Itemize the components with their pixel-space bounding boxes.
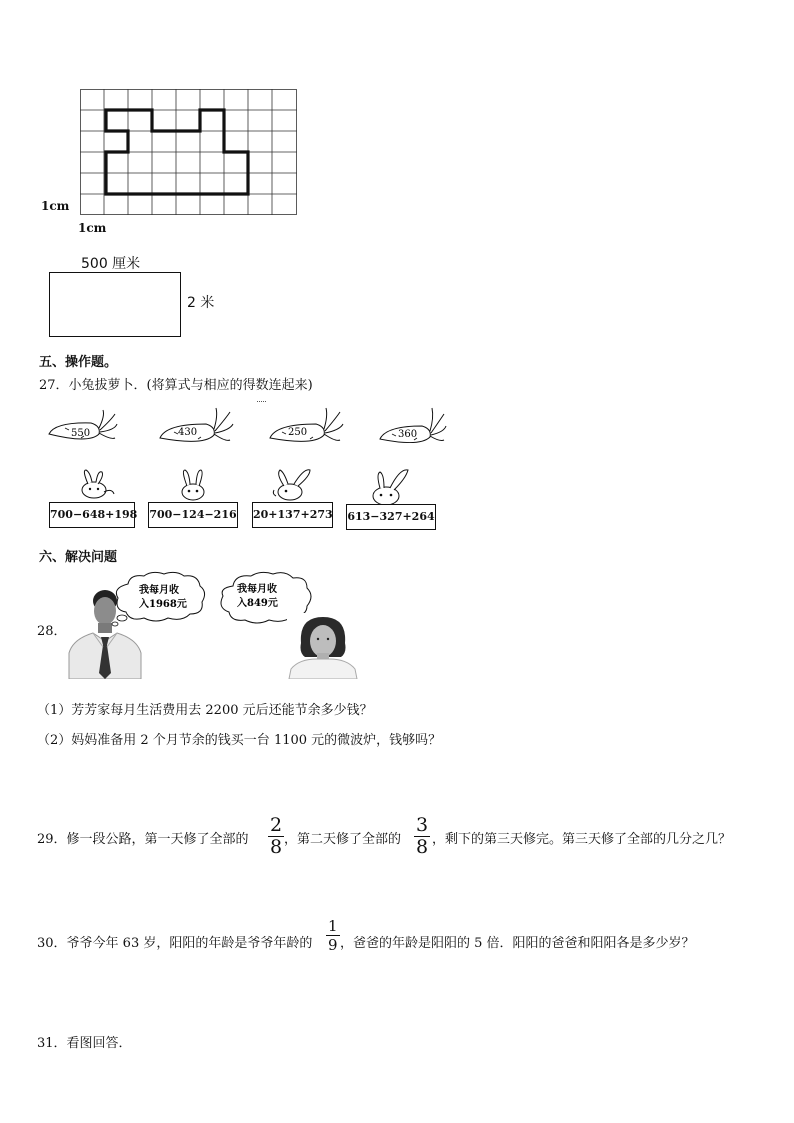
rect-top-label: 500 厘米	[81, 256, 141, 272]
carrot-2-label: 430	[178, 427, 198, 438]
expression-box-4: 613−327+264	[346, 504, 436, 530]
woman-bubble-line-2: 入849元	[237, 598, 278, 609]
grid-unit-bottom: 1cm	[78, 221, 107, 235]
q31-text: 31．看图回答．	[37, 1036, 132, 1051]
expression-box-1: 700−648+198	[49, 502, 135, 528]
q29-frac2-den: 8	[416, 836, 429, 858]
rect-right-label: 2 米	[187, 295, 215, 311]
rabbit-icon	[366, 468, 412, 506]
rectangle-shape	[49, 272, 181, 337]
carrot-2	[156, 406, 236, 446]
q29-text-3: ，剩下的第三天修完。第三天修了全部的几分之几？	[432, 832, 732, 847]
carrot-4	[376, 406, 448, 446]
grid-figure	[80, 89, 298, 217]
q29-fraction-1	[268, 816, 284, 857]
q28-sub-1: （1）芳芳家每月生活费用去 2200 元后还能节余多少钱？	[37, 703, 373, 718]
q30-fraction	[326, 918, 340, 953]
q29-frac2-num: 3	[416, 814, 429, 836]
q29-text-2: ，第二天修了全部的	[284, 832, 402, 847]
man-bubble-line-1: 我每月收	[139, 585, 179, 596]
carrot-1-label: 550	[71, 428, 91, 439]
man-bubble-line-2: 入1968元	[139, 599, 187, 610]
carrot-3	[266, 406, 346, 446]
q27-text: 27．小兔拔萝卜．(将算式与相应的得数连起来)	[39, 378, 313, 393]
q30-text-1: 30．爷爷今年 63 岁，阳阳的年龄是爷爷年龄的	[37, 936, 313, 951]
rabbit-icon	[70, 468, 118, 500]
q29-frac1-den: 8	[270, 836, 283, 858]
grid-unit-left: 1cm	[41, 199, 70, 213]
section-5-heading: 五、操作题。	[39, 355, 118, 370]
woman-portrait	[287, 613, 359, 679]
carrot-4-label: 360	[398, 429, 418, 440]
carrot-1	[45, 406, 120, 446]
rabbit-icon	[270, 466, 316, 502]
section-6-heading: 六、解决问题	[39, 550, 118, 565]
expression-box-3: 20+137+273	[252, 502, 333, 528]
man-thought-bubble	[110, 570, 208, 628]
q29-text-1: 29．修一段公路，第一天修了全部的	[37, 832, 249, 847]
q29-frac1-num: 2	[270, 814, 283, 836]
q30-frac-num: 1	[328, 917, 338, 935]
q30-frac-den: 9	[328, 936, 338, 954]
dust-mark	[257, 401, 266, 403]
carrot-3-label: 250	[288, 427, 308, 438]
q30-text-2: ，爸爸的年龄是阳阳的 5 倍．阳阳的爸爸和阳阳各是多少岁？	[340, 936, 695, 951]
expression-box-2: 700−124−216	[148, 502, 238, 528]
q29-fraction-2	[414, 816, 430, 857]
woman-bubble-line-1: 我每月收	[237, 584, 277, 595]
q28-label: 28．	[37, 624, 67, 639]
rabbit-icon	[173, 468, 213, 502]
q28-sub-2: （2）妈妈准备用 2 个月节余的钱买一台 1100 元的微波炉，钱够吗？	[37, 733, 442, 748]
